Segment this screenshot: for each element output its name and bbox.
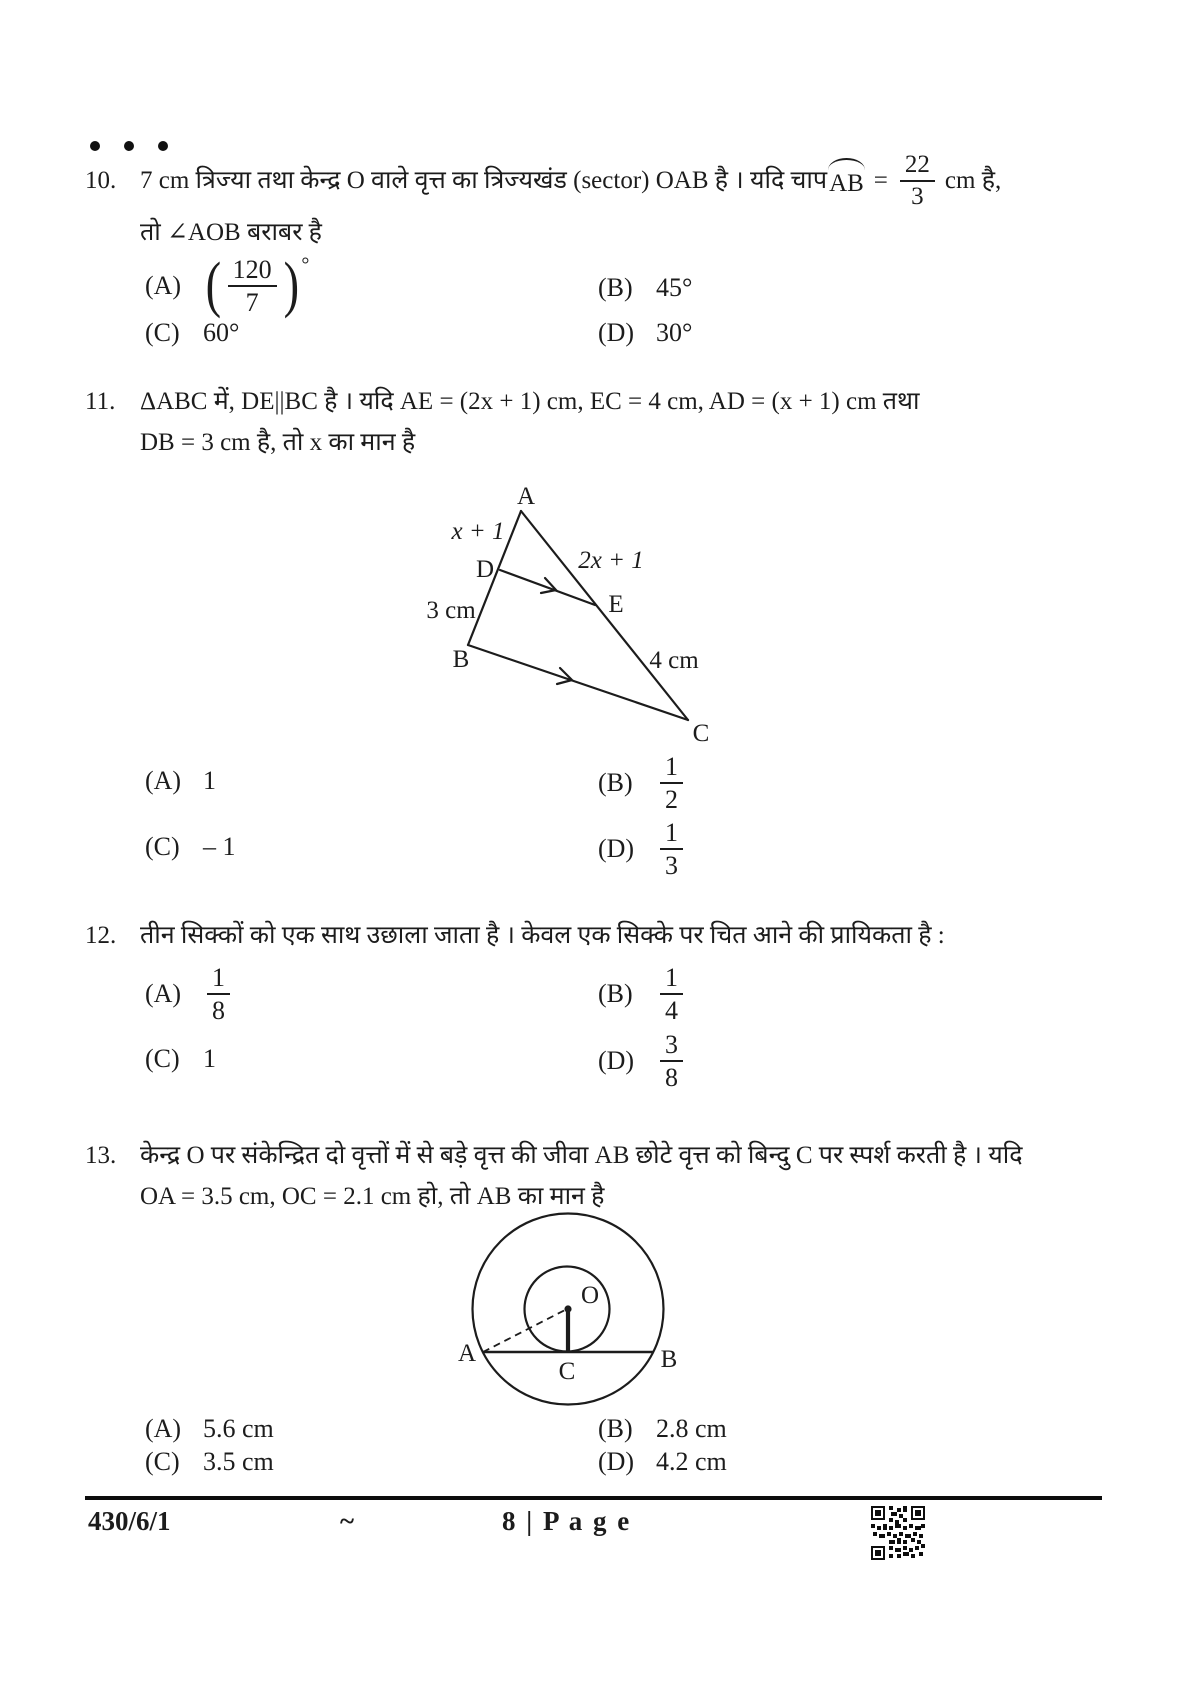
option-value: 2.8 cm bbox=[656, 1414, 727, 1443]
fraction-denominator: 8 bbox=[665, 1063, 678, 1093]
fraction-numerator: 22 bbox=[900, 151, 935, 182]
fraction-numerator: 1 bbox=[660, 963, 683, 995]
point-label-c: C bbox=[558, 1358, 576, 1385]
option-label: (A) bbox=[145, 766, 182, 795]
option-13-a bbox=[145, 1414, 274, 1444]
fraction-denominator: 2 bbox=[665, 785, 678, 815]
option-label: (B) bbox=[598, 273, 633, 302]
point-label-e: E bbox=[608, 591, 624, 618]
option-value: 4.2 cm bbox=[656, 1447, 727, 1476]
fraction-numerator: 120 bbox=[228, 255, 277, 287]
option-label: (C) bbox=[145, 1447, 180, 1476]
option-12-c bbox=[145, 1044, 216, 1074]
option-value: 30° bbox=[656, 318, 693, 347]
point-label-a: A bbox=[457, 1340, 477, 1367]
degree-superscript: ° bbox=[301, 254, 310, 276]
fraction-denominator: 4 bbox=[665, 996, 678, 1026]
option-12-a bbox=[145, 963, 234, 1025]
option-label: (B) bbox=[598, 1414, 633, 1443]
option-fraction bbox=[207, 963, 230, 1025]
question-10-line-2: तो ∠AOB बराबर है bbox=[140, 219, 322, 246]
option-label: (D) bbox=[598, 834, 635, 864]
option-label: (A) bbox=[145, 979, 182, 1009]
fraction-numerator: 1 bbox=[660, 818, 683, 850]
vertex-label-b: B bbox=[452, 646, 470, 673]
question-10-number: 10. bbox=[85, 167, 117, 194]
option-11-c bbox=[145, 832, 236, 862]
option-label: (D) bbox=[598, 1447, 635, 1476]
fraction-denominator: 3 bbox=[911, 183, 924, 210]
option-11-b bbox=[598, 752, 687, 814]
option-10-d bbox=[598, 318, 692, 348]
option-10-a bbox=[145, 251, 310, 320]
option-value: 5.6 cm bbox=[203, 1414, 274, 1443]
side-ac bbox=[521, 511, 688, 720]
question-13-line-1: केन्द्र O पर संकेन्द्रित दो वृत्तों में से बड़े वृत्त की जीवा AB छोटे वृत्त को बिन्दु C पर स्पर्श करती है । यदि bbox=[140, 1142, 1023, 1169]
fraction-120-7 bbox=[228, 255, 277, 317]
footer-tilde: ~ bbox=[340, 1506, 355, 1536]
question-10-text: 7 cm त्रिज्या तथा केन्द्र O वाले वृत्त का त्रिज्यखंड (sector) OAB है । यदि चाप bbox=[140, 167, 828, 194]
option-value: 45° bbox=[656, 273, 693, 302]
option-13-b bbox=[598, 1414, 727, 1444]
q13-option-row-2 bbox=[0, 1447, 1100, 1481]
fraction-denominator: 7 bbox=[245, 288, 259, 318]
option-value: 3.5 cm bbox=[203, 1447, 274, 1476]
option-value bbox=[203, 251, 310, 320]
question-11-number: 11. bbox=[85, 388, 116, 415]
question-13-line-2: OA = 3.5 cm, OC = 2.1 cm हो, तो AB का मान है bbox=[140, 1183, 605, 1210]
question-13 bbox=[85, 1138, 1023, 1215]
question-11-line-1: ΔABC में, DE||BC है । यदि AE = (2x + 1) cm, EC = 4 cm, AD = (x + 1) cm तथा bbox=[140, 388, 920, 415]
length-label-db: 3 cm bbox=[426, 597, 476, 624]
point-label-d: D bbox=[475, 556, 495, 583]
q11-option-row-1 bbox=[0, 752, 1100, 814]
option-label: (C) bbox=[145, 1044, 180, 1073]
vertex-label-a: A bbox=[516, 483, 536, 510]
option-value: – 1 bbox=[203, 832, 236, 861]
option-label: (C) bbox=[145, 318, 180, 347]
option-12-b bbox=[598, 963, 687, 1025]
fraction-22-3 bbox=[900, 151, 935, 211]
fraction-numerator: 3 bbox=[660, 1030, 683, 1062]
equals-sign: = bbox=[873, 167, 888, 194]
q13-option-row-1 bbox=[0, 1414, 1100, 1448]
fraction-numerator: 1 bbox=[660, 752, 683, 784]
close-paren: ) bbox=[283, 251, 299, 320]
q12-option-row-2 bbox=[0, 1030, 1100, 1092]
qr-code bbox=[871, 1506, 925, 1560]
center-label-o: O bbox=[581, 1282, 600, 1309]
question-10-text-tail: cm है, bbox=[944, 167, 1002, 194]
q12-option-row-1 bbox=[0, 963, 1100, 1025]
option-value: 1 bbox=[203, 1044, 216, 1073]
triangle-diagram bbox=[400, 455, 730, 750]
question-12-line-1: तीन सिक्कों को एक साथ उछाला जाता है । केवल एक सिक्के पर चित आने की प्रायिकता है : bbox=[140, 922, 945, 949]
option-value: 1 bbox=[203, 766, 216, 795]
option-10-b bbox=[598, 273, 692, 303]
question-13-number: 13. bbox=[85, 1142, 117, 1169]
question-11 bbox=[85, 384, 920, 461]
question-12 bbox=[85, 918, 945, 954]
option-label: (B) bbox=[598, 768, 633, 798]
question-11-line-2: DB = 3 cm है, तो x का मान है bbox=[140, 429, 416, 456]
option-fraction bbox=[660, 1030, 683, 1092]
q10-option-row-1 bbox=[0, 251, 1100, 327]
arc-ab-symbol: AB bbox=[827, 160, 866, 202]
open-paren: ( bbox=[205, 251, 222, 320]
option-13-c bbox=[145, 1447, 274, 1477]
option-value: 60° bbox=[203, 318, 240, 347]
option-10-c bbox=[145, 318, 239, 348]
question-10-line-1 bbox=[85, 150, 1001, 212]
question-12-number: 12. bbox=[85, 922, 117, 949]
fraction-denominator: 3 bbox=[665, 851, 678, 881]
center-dot bbox=[564, 1305, 571, 1312]
option-label: (D) bbox=[598, 1046, 635, 1076]
point-label-b: B bbox=[660, 1346, 678, 1373]
option-label: (A) bbox=[145, 1414, 182, 1443]
q11-option-row-2 bbox=[0, 818, 1100, 880]
concentric-circles-diagram bbox=[435, 1206, 705, 1411]
length-label-ae: 2x + 1 bbox=[578, 547, 644, 574]
fraction-numerator: 1 bbox=[207, 963, 230, 995]
option-label: (C) bbox=[145, 832, 180, 861]
option-fraction bbox=[660, 752, 683, 814]
option-fraction bbox=[660, 963, 683, 1025]
option-label: (D) bbox=[598, 318, 635, 347]
option-13-d bbox=[598, 1447, 727, 1477]
vertex-label-c: C bbox=[692, 720, 710, 747]
page-number-label: 8 | P a g e bbox=[502, 1506, 632, 1536]
option-11-d bbox=[598, 818, 687, 880]
length-label-ec: 4 cm bbox=[649, 647, 699, 674]
length-label-ad: x + 1 bbox=[451, 518, 505, 545]
paper-code: 430/6/1 bbox=[88, 1506, 171, 1536]
footer-rule bbox=[85, 1496, 1102, 1500]
option-label: (A) bbox=[145, 271, 182, 301]
q10-option-row-2 bbox=[0, 318, 1100, 354]
option-12-d bbox=[598, 1030, 687, 1092]
fraction-denominator: 8 bbox=[212, 996, 225, 1026]
option-11-a bbox=[145, 766, 216, 796]
option-label: (B) bbox=[598, 979, 633, 1009]
option-fraction bbox=[660, 818, 683, 880]
